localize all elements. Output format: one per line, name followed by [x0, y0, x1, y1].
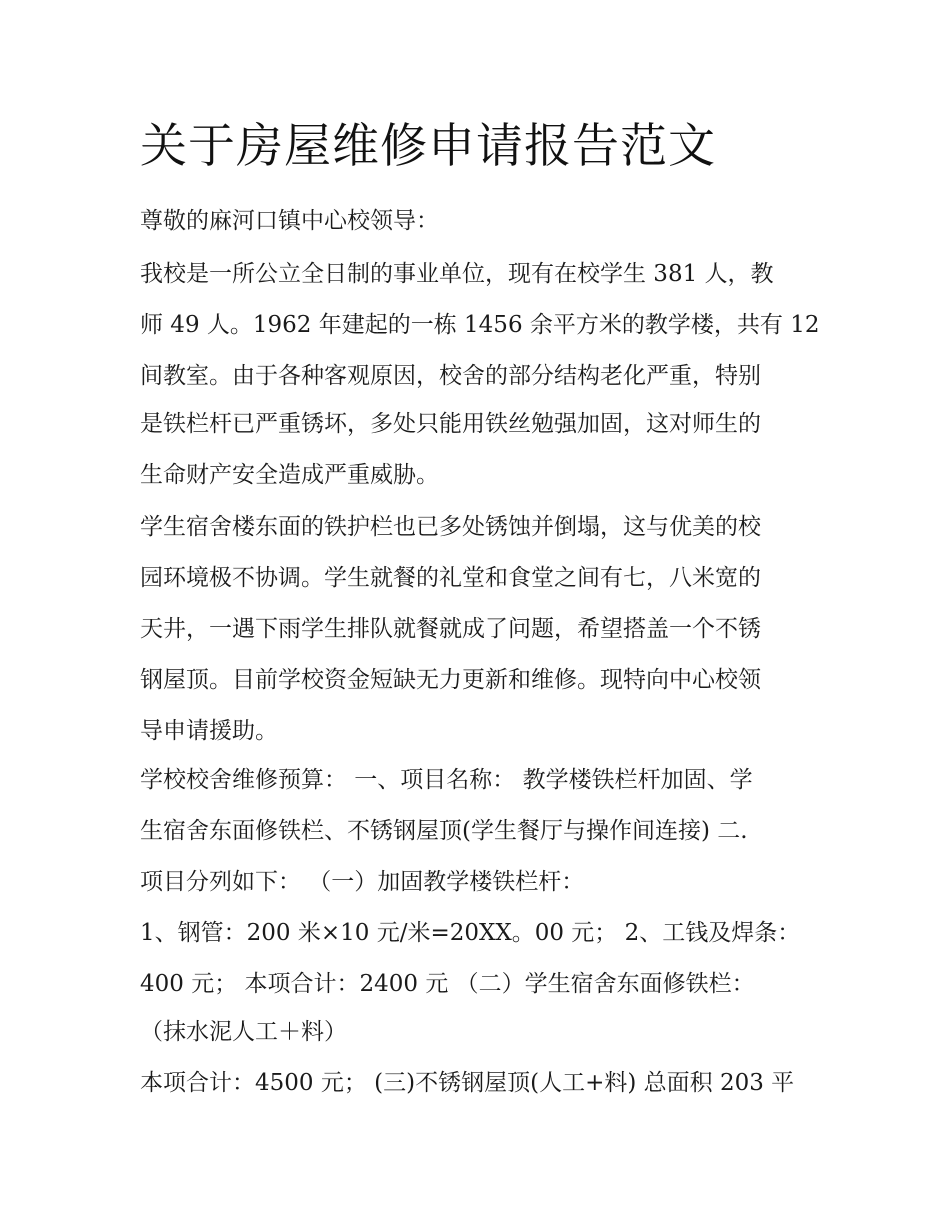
body-line: 400 元； 本项合计：2400 元 （二）学生宿舍东面修铁栏：	[140, 971, 755, 997]
body-line: 学校校舍维修预算： 一、项目名称： 教学楼铁栏杆加固、学	[140, 767, 753, 793]
body-line: 园环境极不协调。学生就餐的礼堂和食堂之间有七，八米宽的	[140, 565, 761, 591]
body-line: 钢屋顶。目前学校资金短缺无力更新和维修。现特向中心校领	[140, 667, 761, 693]
body-line: 生命财产安全造成严重威胁。	[140, 462, 439, 488]
body-line: （抹水泥人工＋料）	[140, 1019, 347, 1045]
body-line: 师 49 人。1962 年建起的一栋 1456 余平方米的教学楼，共有 12	[140, 312, 820, 338]
greeting-line: 尊敬的麻河口镇中心校领导：	[140, 208, 439, 234]
body-line: 生宿舍东面修铁栏、不锈钢屋顶(学生餐厅与操作间连接) 二.	[140, 818, 748, 844]
body-line: 1、钢管：200 米×10 元/米=20XX。00 元； 2、工钱及焊条：	[140, 920, 801, 946]
document-title: 关于房屋维修申请报告范文	[140, 119, 716, 174]
body-line: 天井，一遇下雨学生排队就餐就成了问题，希望搭盖一个不锈	[140, 616, 761, 642]
body-line: 导申请援助。	[140, 718, 278, 744]
body-line: 本项合计：4500 元； (三)不锈钢屋顶(人工+料) 总面积 203 平	[140, 1070, 795, 1096]
body-line: 项目分列如下： （一）加固教学楼铁栏杆：	[140, 869, 585, 895]
body-line: 我校是一所公立全日制的事业单位，现有在校学生 381 人，教	[140, 261, 774, 287]
body-line: 是铁栏杆已严重锈坏，多处只能用铁丝勉强加固，这对师生的	[140, 411, 761, 437]
body-line: 学生宿舍楼东面的铁护栏也已多处锈蚀并倒塌，这与优美的校	[140, 514, 761, 540]
body-line: 间教室。由于各种客观原因，校舍的部分结构老化严重，特别	[140, 363, 761, 389]
